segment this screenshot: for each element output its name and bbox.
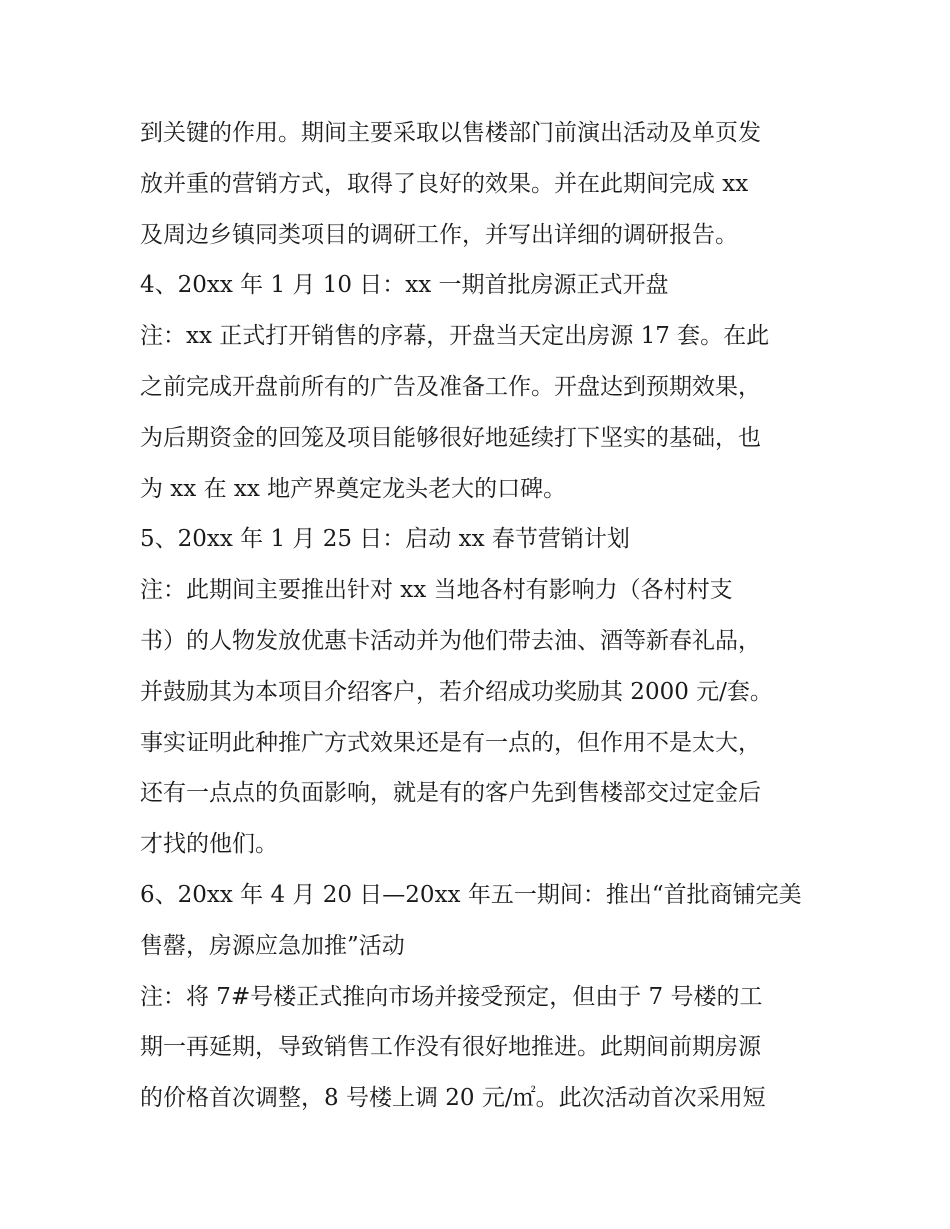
text-line: 期一再延期，导致销售工作没有很好地推进。此期间前期房源 <box>140 1034 761 1061</box>
section-heading-6: 6、20xx 年 4 月 20 日—20xx 年五一期间：推出“首批商铺完美 <box>140 881 802 908</box>
section-heading-5: 5、20xx 年 1 月 25 日：启动 xx 春节营销计划 <box>140 526 630 553</box>
text-line: 并鼓励其为本项目介绍客户，若介绍成功奖励其 2000 元/套。 <box>140 678 773 705</box>
text-line: 注：将 7#号楼正式推向市场并接受预定，但由于 7 号楼的工 <box>140 983 763 1010</box>
text-line: 注：此期间主要推出针对 xx 当地各村有影响力（各村村支 <box>140 577 733 604</box>
text-line: 为后期资金的回笼及项目能够很好地延续打下坚实的基础，也 <box>140 424 761 451</box>
body-text <box>140 108 820 1124</box>
text-line: 之前完成开盘前所有的广告及准备工作。开盘达到预期效果， <box>140 373 761 400</box>
text-line: 注：xx 正式打开销售的序幕，开盘当天定出房源 17 套。在此 <box>140 323 770 350</box>
text-line: 售罄，房源应急加推”活动 <box>140 932 405 959</box>
text-line: 事实证明此种推广方式效果还是有一点的，但作用不是太大， <box>140 729 761 756</box>
text-line: 到关键的作用。期间主要采取以售楼部门前演出活动及单页发 <box>140 120 761 146</box>
text-line: 才找的他们。 <box>140 831 278 858</box>
text-line: 还有一点点的负面影响，就是有的客户先到售楼部交过定金后 <box>140 780 761 807</box>
text-line: 书）的人物发放优惠卡活动并为他们带去油、酒等新春礼品， <box>140 627 761 654</box>
text-line: 及周边乡镇同类项目的调研工作，并写出详细的调研报告。 <box>140 221 738 248</box>
section-heading-4: 4、20xx 年 1 月 10 日：xx 一期首批房源正式开盘 <box>140 272 669 299</box>
text-line: 放并重的营销方式，取得了良好的效果。并在此期间完成 xx <box>140 170 749 197</box>
text-line: 的价格首次调整，8 号楼上调 20 元/㎡。此次活动首次采用短 <box>140 1085 766 1112</box>
text-line: 为 xx 在 xx 地产界奠定龙头老大的口碑。 <box>140 475 567 502</box>
